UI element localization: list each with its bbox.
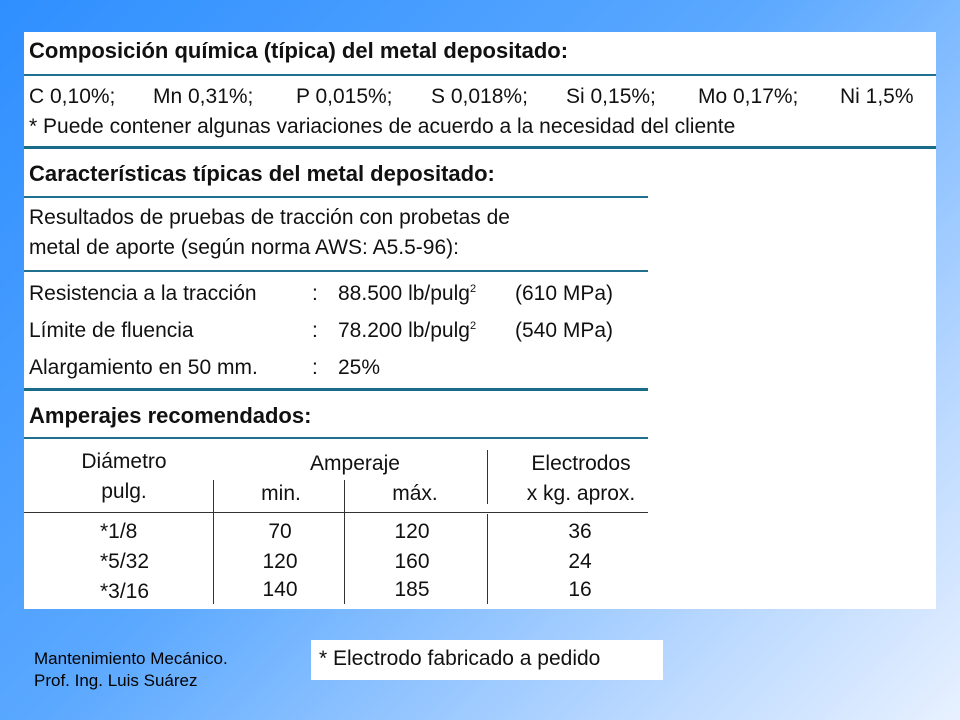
header-diameter-unit: pulg. (101, 480, 147, 503)
amp-min-cell: 140 (262, 578, 298, 601)
element-mn: Mn 0,31%; (153, 85, 254, 108)
element-ni: Ni 1,5% (840, 85, 914, 108)
divider (24, 74, 936, 76)
footer-credit (34, 648, 228, 692)
header-electrodes-per-kg: x kg. aprox. (526, 482, 636, 505)
property-value: 78.200 lb/pulg$^2$ (338, 319, 477, 342)
column-divider (344, 480, 345, 604)
header-amp-min: min. (261, 482, 301, 505)
diameter-cell: *5/32 (100, 550, 150, 573)
column-divider (487, 514, 488, 604)
tensile-test-norm: metal de aporte (según norma AWS: A5.5-96): (29, 236, 459, 259)
amp-max-cell: 120 (394, 520, 430, 543)
divider (24, 437, 648, 439)
element-c: C 0,10%; (29, 85, 116, 108)
property-label: Resistencia a la tracción (29, 282, 257, 305)
header-amperage: Amperaje (310, 452, 400, 475)
property-value: 88.500 lb/pulg$^2$ (338, 282, 477, 305)
element-si: Si 0,15%; (566, 85, 656, 108)
property-label: Alargamiento en 50 mm. (29, 356, 258, 379)
property-mpa: (540 MPa) (515, 319, 614, 342)
tensile-test-intro: Resultados de pruebas de tracción con probetas de (29, 206, 510, 229)
diameter-cell: *1/8 (100, 520, 138, 543)
characteristics-title: Características típicas del metal depositado: (29, 161, 495, 186)
header-electrodes: Electrodos (531, 452, 631, 475)
composition-title: Composición química (típica) del metal depositado: (29, 38, 569, 63)
divider (24, 196, 648, 198)
property-value: 25% (338, 356, 381, 379)
table-header-divider (24, 512, 648, 513)
footer-author: Prof. Ing. Luis Suárez (34, 671, 198, 690)
amp-max-cell: 160 (394, 550, 430, 573)
section-divider (24, 388, 648, 391)
amp-max-cell: 185 (394, 578, 430, 601)
amp-min-cell: 120 (262, 550, 298, 573)
property-sep: : (312, 282, 318, 305)
element-mo: Mo 0,17%; (698, 85, 799, 108)
property-sep: : (312, 356, 318, 379)
property-sep: : (312, 319, 318, 342)
amperages-title: Amperajes recomendados: (29, 403, 312, 428)
custom-order-note-text: * Electrodo fabricado a pedido (319, 647, 601, 670)
element-p: P 0,015%; (296, 85, 393, 108)
electrodes-cell: 16 (568, 578, 592, 601)
column-divider (213, 480, 214, 604)
section-divider (24, 146, 936, 149)
header-amp-max: máx. (392, 482, 438, 505)
diameter-cell: *3/16 (100, 580, 150, 603)
composition-note: * Puede contener algunas variaciones de acuerdo a la necesidad del cliente (29, 115, 736, 138)
electrodes-cell: 36 (568, 520, 592, 543)
custom-order-note (311, 640, 663, 680)
property-mpa: (610 MPa) (515, 282, 614, 305)
property-label: Límite de fluencia (29, 319, 194, 342)
divider (24, 270, 648, 272)
footer-course: Mantenimiento Mecánico. (34, 649, 228, 668)
amp-min-cell: 70 (268, 520, 292, 543)
element-s: S 0,018%; (431, 85, 528, 108)
electrodes-cell: 24 (568, 550, 592, 573)
header-diameter: Diámetro (81, 450, 167, 473)
column-divider (487, 450, 488, 504)
